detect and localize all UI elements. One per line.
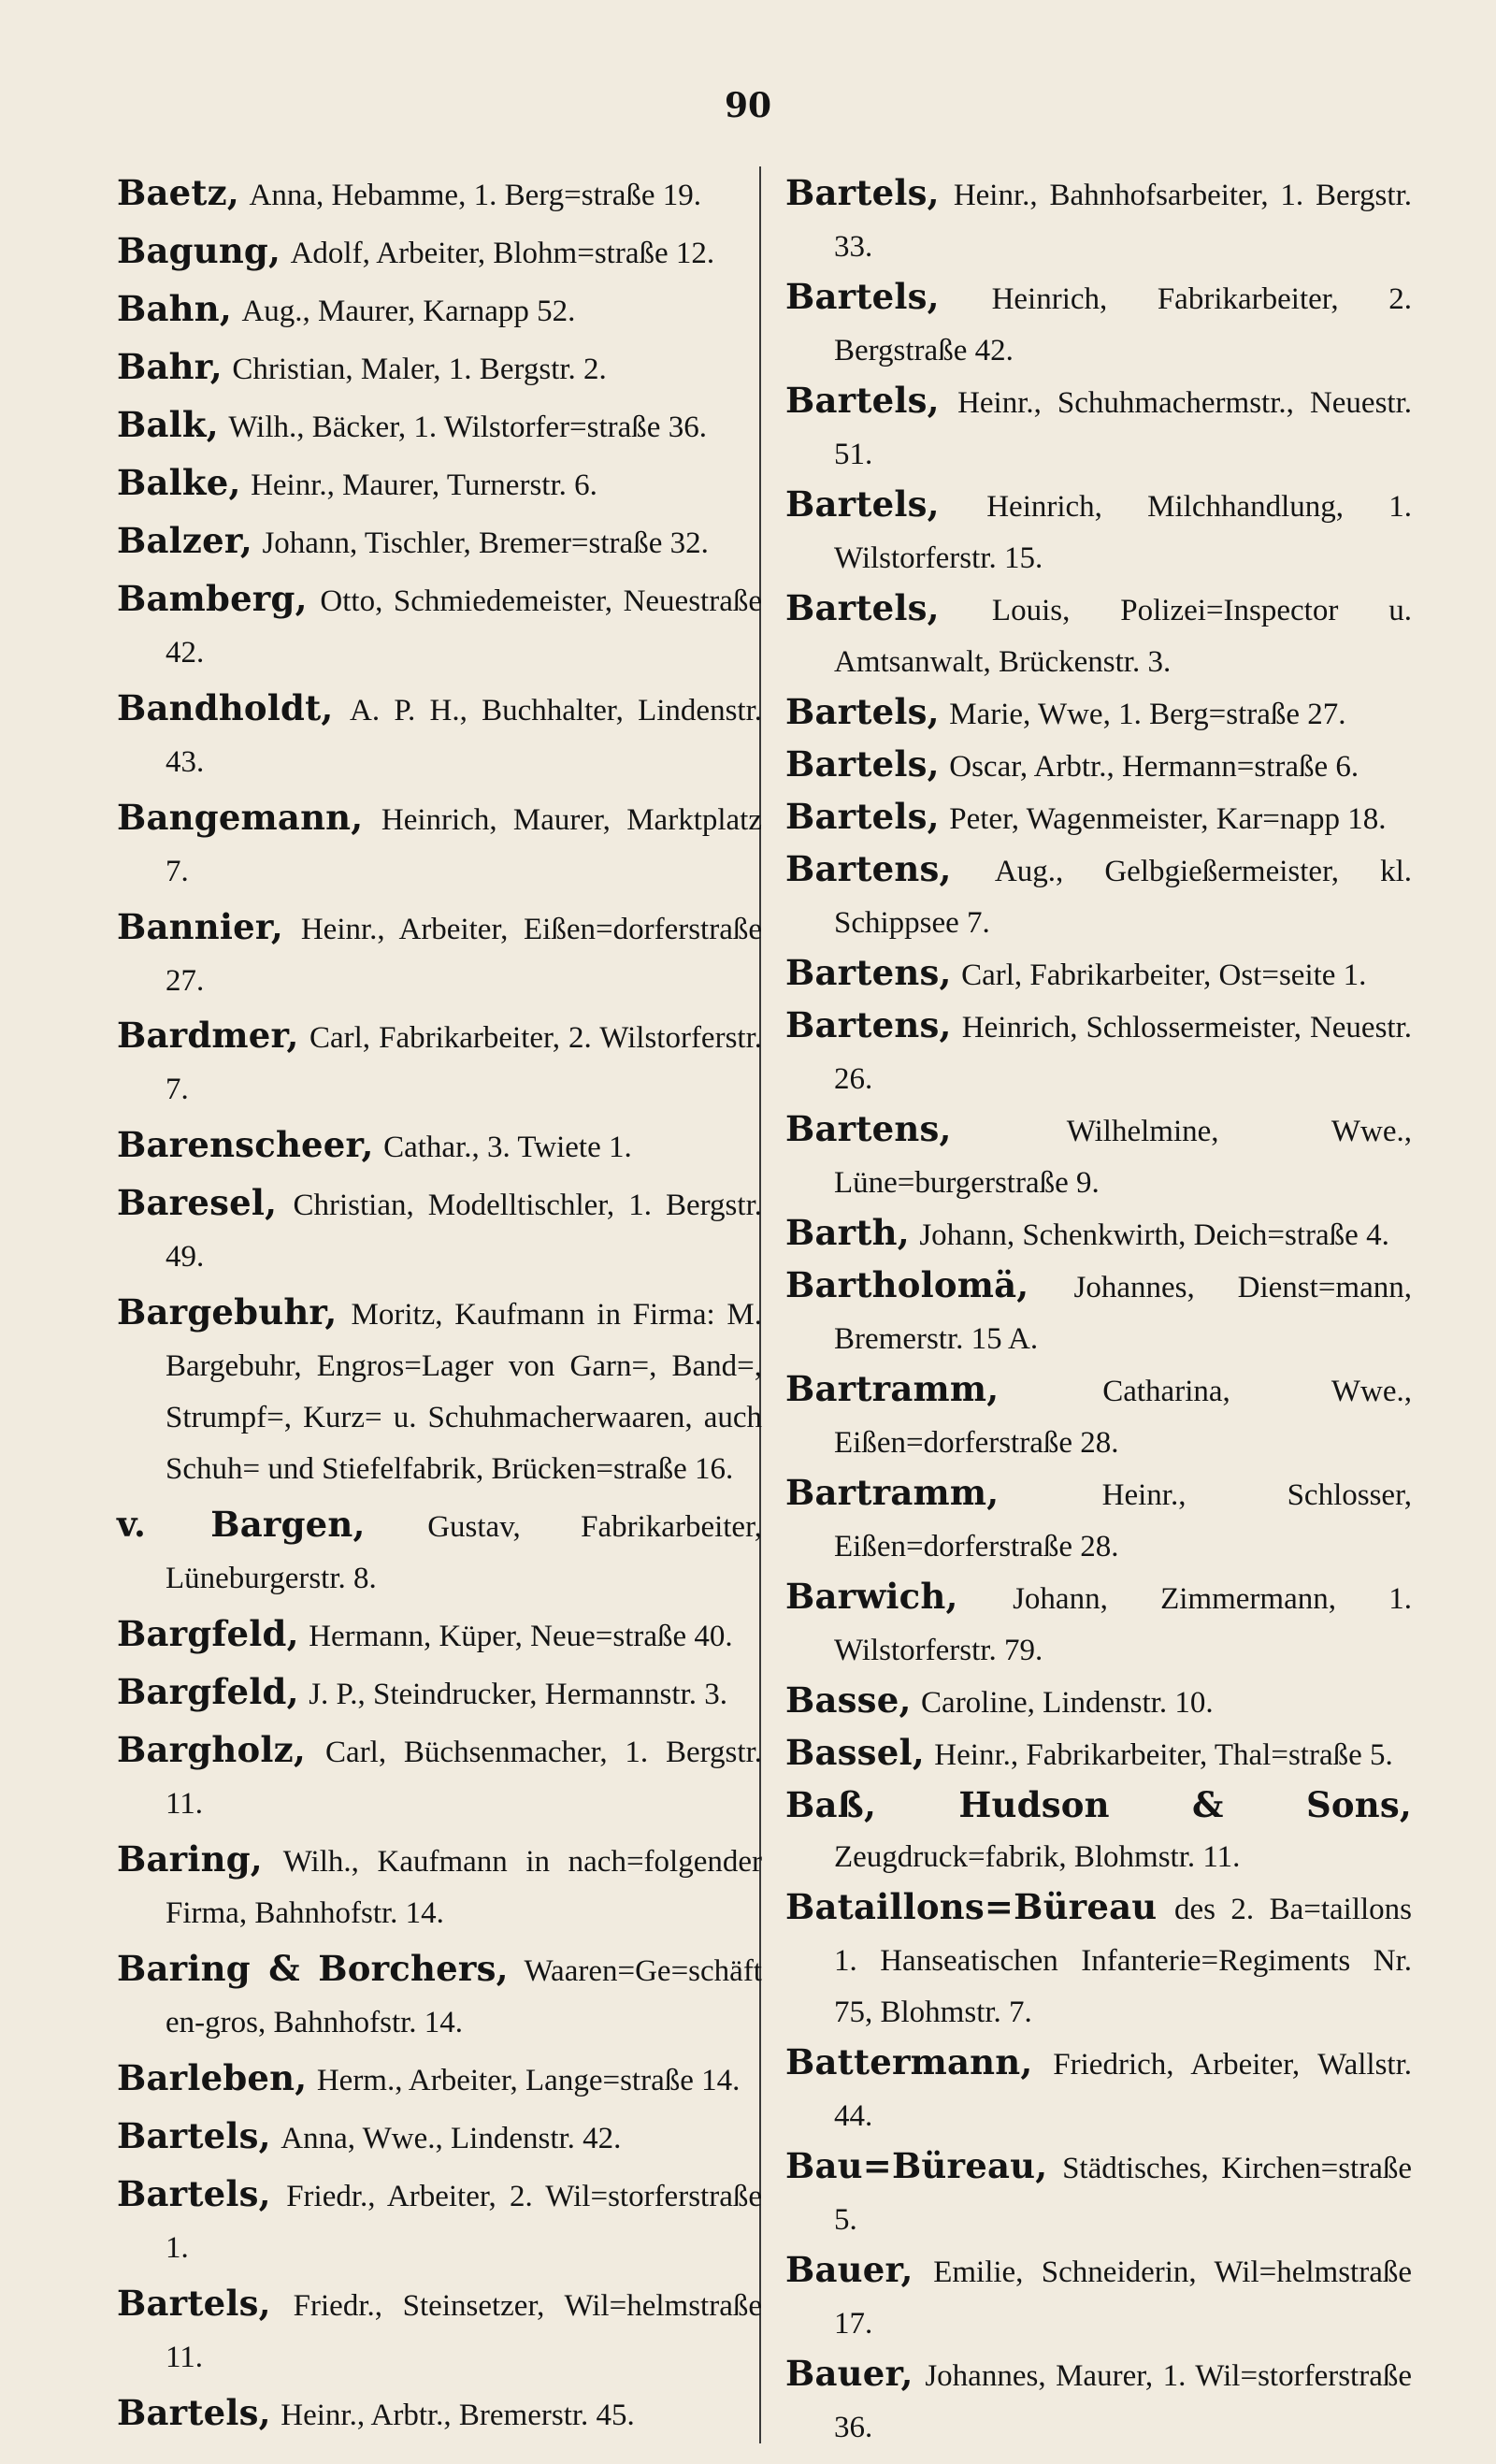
directory-entry — [785, 1780, 1412, 1882]
entry-surname: Bartels, — [785, 587, 940, 628]
entry-surname: Basse, — [785, 1679, 912, 1721]
entry-details: Carl, Büchsenmacher, 1. Bergstr. 11. — [165, 1736, 762, 1822]
entry-surname: Bartels, — [117, 2282, 271, 2324]
directory-entry — [117, 574, 762, 678]
entry-surname: Balk, — [117, 403, 219, 445]
entry-surname: Bassel, — [785, 1732, 925, 1773]
directory-entry — [117, 342, 762, 395]
directory-entry — [117, 1835, 762, 1938]
entry-details: Cathar., 3. Twiete 1. — [383, 1131, 632, 1165]
entry-surname: Bargfeld, — [117, 1613, 299, 1655]
directory-entry — [117, 2111, 762, 2164]
directory-entry — [117, 400, 762, 453]
entry-details: Anna, Hebamme, 1. Berg=straße 19. — [249, 179, 702, 212]
left-column — [117, 168, 762, 2441]
entry-details: Zeugdruck=fabrik, Blohmstr. 11. — [834, 1840, 1241, 1874]
entry-details: Oscar, Arbtr., Hermann=straße 6. — [949, 750, 1359, 784]
entry-details: Caroline, Lindenstr. 10. — [921, 1686, 1214, 1720]
directory-entry — [117, 1178, 762, 1282]
entry-details: Wilh., Bäcker, 1. Wilstorfer=straße 36. — [228, 410, 707, 444]
directory-entry — [785, 1728, 1412, 1780]
entry-details: Louis, Polizei=Inspector u. Amtsanwalt, Brückenstr. 3. — [834, 594, 1412, 679]
entry-surname: Bartels, — [785, 380, 940, 421]
entry-details: Heinrich, Milchhandlung, 1. Wilstorferstr. 15. — [834, 490, 1412, 575]
directory-entry — [785, 1676, 1412, 1728]
entry-surname: Bauer, — [785, 2353, 913, 2394]
entry-details: A. P. H., Buchhalter, Lindenstr. 43. — [165, 693, 762, 779]
directory-entry — [785, 1468, 1412, 1572]
entry-details: Emilie, Schneiderin, Wil=helmstraße 17. — [834, 2255, 1412, 2341]
entry-details: Hermann, Küper, Neue=straße 40. — [309, 1620, 733, 1654]
entry-details: Heinr., Bahnhofsarbeiter, 1. Bergstr. 33. — [834, 179, 1412, 264]
entry-surname: Bargfeld, — [117, 1671, 299, 1713]
entry-surname: Bau=Büreau, — [785, 2145, 1048, 2186]
entry-surname: Bartels, — [785, 276, 940, 317]
directory-entry — [785, 687, 1412, 740]
entry-surname: Balzer, — [117, 519, 252, 561]
entry-details: Christian, Maler, 1. Bergstr. 2. — [232, 352, 607, 386]
directory-entry — [785, 584, 1412, 687]
directory-entry — [117, 2169, 762, 2273]
entry-details: Städtisches, Kirchen=straße 5. — [834, 2152, 1412, 2237]
entry-details: Otto, Schmiedemeister, Neuestraße 42. — [165, 584, 762, 670]
entry-surname: Barwich, — [785, 1576, 958, 1617]
entry-surname: Baetz, — [117, 172, 239, 213]
directory-entry — [117, 684, 762, 787]
directory-entry — [785, 272, 1412, 376]
directory-entry — [117, 1725, 762, 1829]
directory-entry — [785, 1882, 1412, 2038]
entry-surname: Bahn, — [117, 287, 232, 329]
entry-details: Heinr., Arbeiter, Eißen=dorferstraße 27. — [165, 912, 763, 998]
directory-entry — [117, 902, 762, 1006]
entry-details: Friedr., Steinsetzer, Wil=helmstraße 11. — [165, 2288, 762, 2374]
entry-details: Johann, Zimmermann, 1. Wilstorferstr. 79. — [834, 1582, 1412, 1667]
directory-entry — [117, 1120, 762, 1173]
directory-entry — [117, 1011, 762, 1115]
entry-surname: Bartramm, — [785, 1368, 1000, 1409]
entry-details: Moritz, Kaufmann in Firma: M. Bargebuhr, Engros=Lager von Garn=, Band=, Strumpf=, Kurz= u. Schuhmacherwaaren, auch Schuh= und Stiefelfabrik, Brücken=straße 16. — [165, 1298, 762, 1487]
entry-details: des 2. Ba=taillons 1. Hanseatischen Infanterie=Regiments Nr. 75, Blohmstr. 7. — [834, 1893, 1413, 2029]
directory-entry — [785, 2349, 1412, 2453]
directory-entry — [117, 516, 762, 569]
entry-details: Gustav, Fabrikarbeiter, Lüneburgerstr. 8. — [165, 1510, 762, 1596]
entry-surname: Bartels, — [785, 172, 940, 213]
directory-entry — [117, 458, 762, 511]
directory-entry — [117, 1500, 762, 1604]
directory-entry — [785, 844, 1412, 948]
entry-details: Heinrich, Fabrikarbeiter, 2. Bergstraße 42. — [834, 282, 1412, 367]
entry-details: Herm., Arbeiter, Lange=straße 14. — [316, 2064, 741, 2098]
entry-surname: Balke, — [117, 461, 241, 503]
entry-surname: Bartels, — [117, 2391, 271, 2433]
entry-surname: Baring & Borchers, — [117, 1948, 509, 1990]
entry-surname: Bartholomä, — [785, 1264, 1029, 1305]
entry-details: Peter, Wagenmeister, Kar=napp 18. — [949, 802, 1387, 836]
entry-surname: Bargebuhr, — [117, 1291, 338, 1333]
directory-entry — [785, 740, 1412, 792]
entry-surname: Bamberg, — [117, 577, 308, 619]
entry-details: Anna, Wwe., Lindenstr. 42. — [280, 2121, 622, 2155]
entry-details: Heinr., Arbtr., Bremerstr. 45. — [280, 2398, 635, 2432]
directory-entry — [117, 1944, 762, 2048]
directory-entry — [785, 792, 1412, 844]
entry-surname: Bagung, — [117, 229, 281, 271]
entry-details: Johannes, Dienst=mann, Bremerstr. 15 A. — [834, 1271, 1412, 1356]
entry-surname: Bartels, — [785, 743, 940, 785]
entry-surname: Bartels, — [117, 2172, 271, 2214]
entry-surname: Barenscheer, — [117, 1124, 374, 1166]
entry-details: Waaren=Ge=schäft en-gros, Bahnhofstr. 14. — [165, 1954, 762, 2040]
entry-details: Johann, Tischler, Bremer=straße 32. — [262, 526, 709, 560]
entry-surname: Bannier, — [117, 905, 283, 947]
entry-surname: Bauer, — [785, 2249, 913, 2290]
directory-entry — [117, 226, 762, 279]
entry-surname: Baring, — [117, 1838, 263, 1880]
directory-entry — [117, 168, 762, 221]
entry-surname: v. Bargen, — [117, 1504, 366, 1546]
directory-entry — [785, 1572, 1412, 1676]
entry-surname: Battermann, — [785, 2041, 1033, 2082]
directory-entry — [785, 948, 1412, 1001]
directory-entry — [785, 1261, 1412, 1364]
entry-surname: Bartens, — [785, 848, 952, 889]
entry-details: Heinr., Fabrikarbeiter, Thal=straße 5. — [934, 1738, 1393, 1772]
entry-details: Wilhelmine, Wwe., Lüne=burgerstraße 9. — [834, 1115, 1412, 1200]
entry-details: J. P., Steindrucker, Hermannstr. 3. — [309, 1678, 727, 1712]
entry-details: Johannes, Maurer, 1. Wil=storferstraße 36. — [834, 2359, 1412, 2444]
entry-surname: Bartens, — [785, 1004, 952, 1045]
entry-surname: Bardmer, — [117, 1015, 299, 1057]
entry-details: Adolf, Arbeiter, Blohm=straße 12. — [290, 236, 715, 270]
directory-entry — [785, 480, 1412, 584]
entry-details: Friedr., Arbeiter, 2. Wil=storferstraße 1. — [165, 2179, 762, 2265]
directory-entry — [785, 2245, 1412, 2349]
entry-details: Wilh., Kaufmann in nach=folgender Firma, Bahnhofstr. 14. — [165, 1845, 762, 1931]
directory-entry — [785, 1208, 1412, 1261]
directory-entry — [785, 1364, 1412, 1468]
directory-entry — [117, 2279, 762, 2383]
entry-details: Heinr., Schuhmachermstr., Neuestr. 51. — [834, 386, 1412, 471]
directory-entry — [785, 168, 1412, 272]
entry-details: Heinr., Schlosser, Eißen=dorferstraße 28. — [834, 1478, 1412, 1563]
entry-surname: Bargholz, — [117, 1729, 306, 1771]
entry-surname: Bartens, — [785, 952, 952, 993]
directory-entry — [117, 793, 762, 897]
entry-details: Heinrich, Schlossermeister, Neuestr. 26. — [834, 1011, 1412, 1096]
entry-details: Marie, Wwe, 1. Berg=straße 27. — [949, 698, 1346, 731]
directory-entry — [785, 1104, 1412, 1208]
entry-surname: Bartels, — [785, 796, 940, 837]
entry-details: Aug., Gelbgießermeister, kl. Schippsee 7. — [834, 855, 1412, 940]
directory-entry — [117, 1288, 762, 1494]
entry-details: Catharina, Wwe., Eißen=dorferstraße 28. — [834, 1375, 1412, 1460]
entry-surname: Bartens, — [785, 1108, 952, 1149]
entry-surname: Baresel, — [117, 1182, 278, 1224]
page-number: 90 — [724, 86, 772, 125]
entry-surname: Bahr, — [117, 345, 223, 387]
entry-details: Heinrich, Maurer, Marktplatz 7. — [165, 802, 762, 888]
entry-details: Johann, Schenkwirth, Deich=straße 4. — [919, 1218, 1389, 1252]
entry-surname: Bandholdt, — [117, 686, 334, 728]
entry-surname: Bartels, — [117, 2114, 271, 2156]
directory-entry — [117, 284, 762, 337]
entry-details: Friedrich, Arbeiter, Wallstr. 44. — [834, 2048, 1412, 2133]
entry-details: Aug., Maurer, Karnapp 52. — [241, 294, 576, 328]
entry-details: Carl, Fabrikarbeiter, 2. Wilstorferstr. 7. — [165, 1021, 762, 1107]
entry-surname: Bartels, — [785, 691, 940, 732]
directory-entry — [785, 2141, 1412, 2245]
entry-surname: Bangemann, — [117, 796, 364, 838]
directory-entry — [785, 2038, 1412, 2141]
entry-details: Christian, Modelltischler, 1. Bergstr. 49. — [165, 1189, 762, 1275]
directory-entry — [785, 1001, 1412, 1104]
directory-entry — [785, 376, 1412, 480]
entry-details: Carl, Fabrikarbeiter, Ost=seite 1. — [961, 958, 1367, 992]
directory-entry — [117, 2053, 762, 2106]
directory-entry — [117, 1609, 762, 1662]
entry-details: Heinr., Maurer, Turnerstr. 6. — [251, 468, 597, 502]
entry-surname: Baß, Hudson & Sons, — [785, 1784, 1412, 1825]
right-column — [785, 168, 1413, 2444]
entry-surname: Bartramm, — [785, 1472, 1000, 1513]
entry-surname: Barth, — [785, 1212, 910, 1253]
entry-surname: Bataillons=Büreau — [785, 1886, 1158, 1927]
directory-entry — [117, 1667, 762, 1720]
entry-surname: Barleben, — [117, 2057, 308, 2099]
entry-surname: Bartels, — [785, 483, 940, 525]
directory-entry — [117, 2388, 762, 2441]
